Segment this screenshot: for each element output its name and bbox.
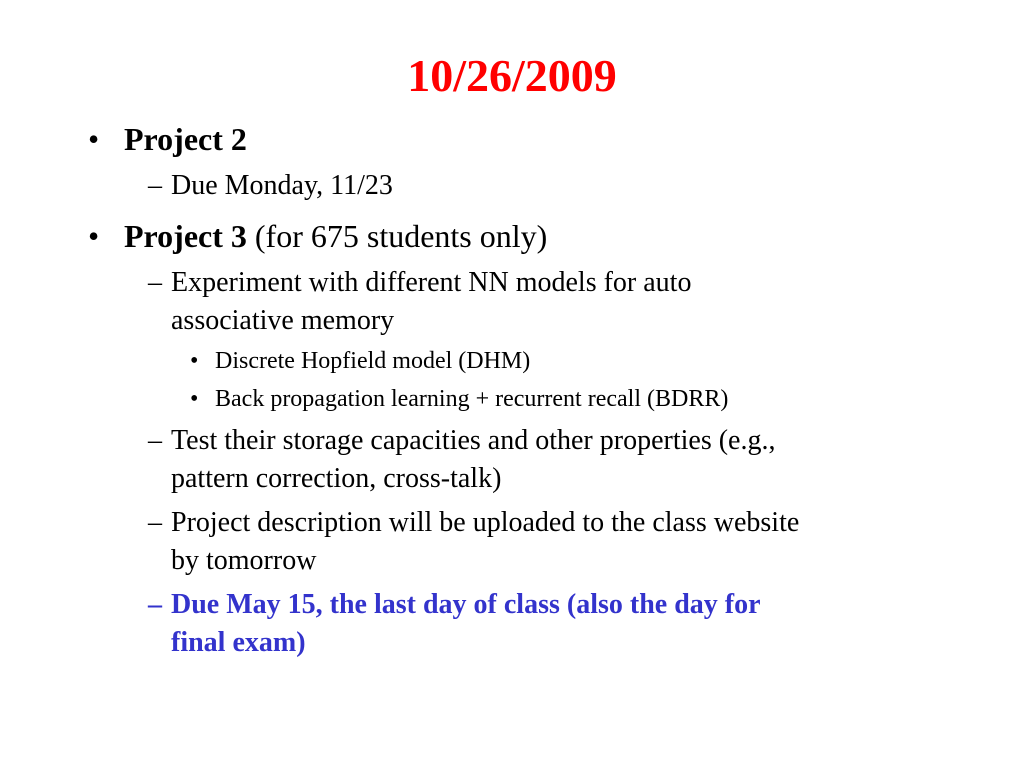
model-bdrr: Back propagation learning + recurrent recall (BDRR) [215, 386, 729, 412]
test-line-1: Test their storage capacities and other properties (e.g., [171, 425, 776, 456]
experiment-line-2: associative memory [171, 305, 395, 336]
dash-marker: – [148, 589, 162, 620]
test-line-2: pattern correction, cross-talk) [171, 463, 502, 494]
bullet-marker: • [88, 121, 100, 157]
project-3-note: (for 675 students only) [254, 218, 548, 254]
dash-marker: – [148, 425, 162, 456]
project-2-heading: Project 2 [124, 121, 247, 157]
dash-marker: – [148, 267, 162, 298]
dash-marker: – [148, 170, 162, 201]
due-line-2: final exam) [171, 627, 306, 658]
dash-marker: – [148, 507, 162, 538]
bullet-marker: • [190, 348, 199, 374]
project-3-heading: Project 3 [124, 218, 247, 254]
bullet-marker: • [190, 386, 199, 412]
description-line-2: by tomorrow [171, 545, 317, 576]
experiment-line-1: Experiment with different NN models for auto [171, 267, 692, 298]
bullet-marker: • [88, 218, 100, 254]
due-line-1: Due May 15, the last day of class (also the day for [171, 589, 761, 620]
model-dhm: Discrete Hopfield model (DHM) [215, 348, 531, 374]
project-2-due: Due Monday, 11/23 [171, 170, 393, 201]
description-line-1: Project description will be uploaded to the class website [171, 507, 800, 538]
slide-title: 10/26/2009 [407, 50, 617, 101]
